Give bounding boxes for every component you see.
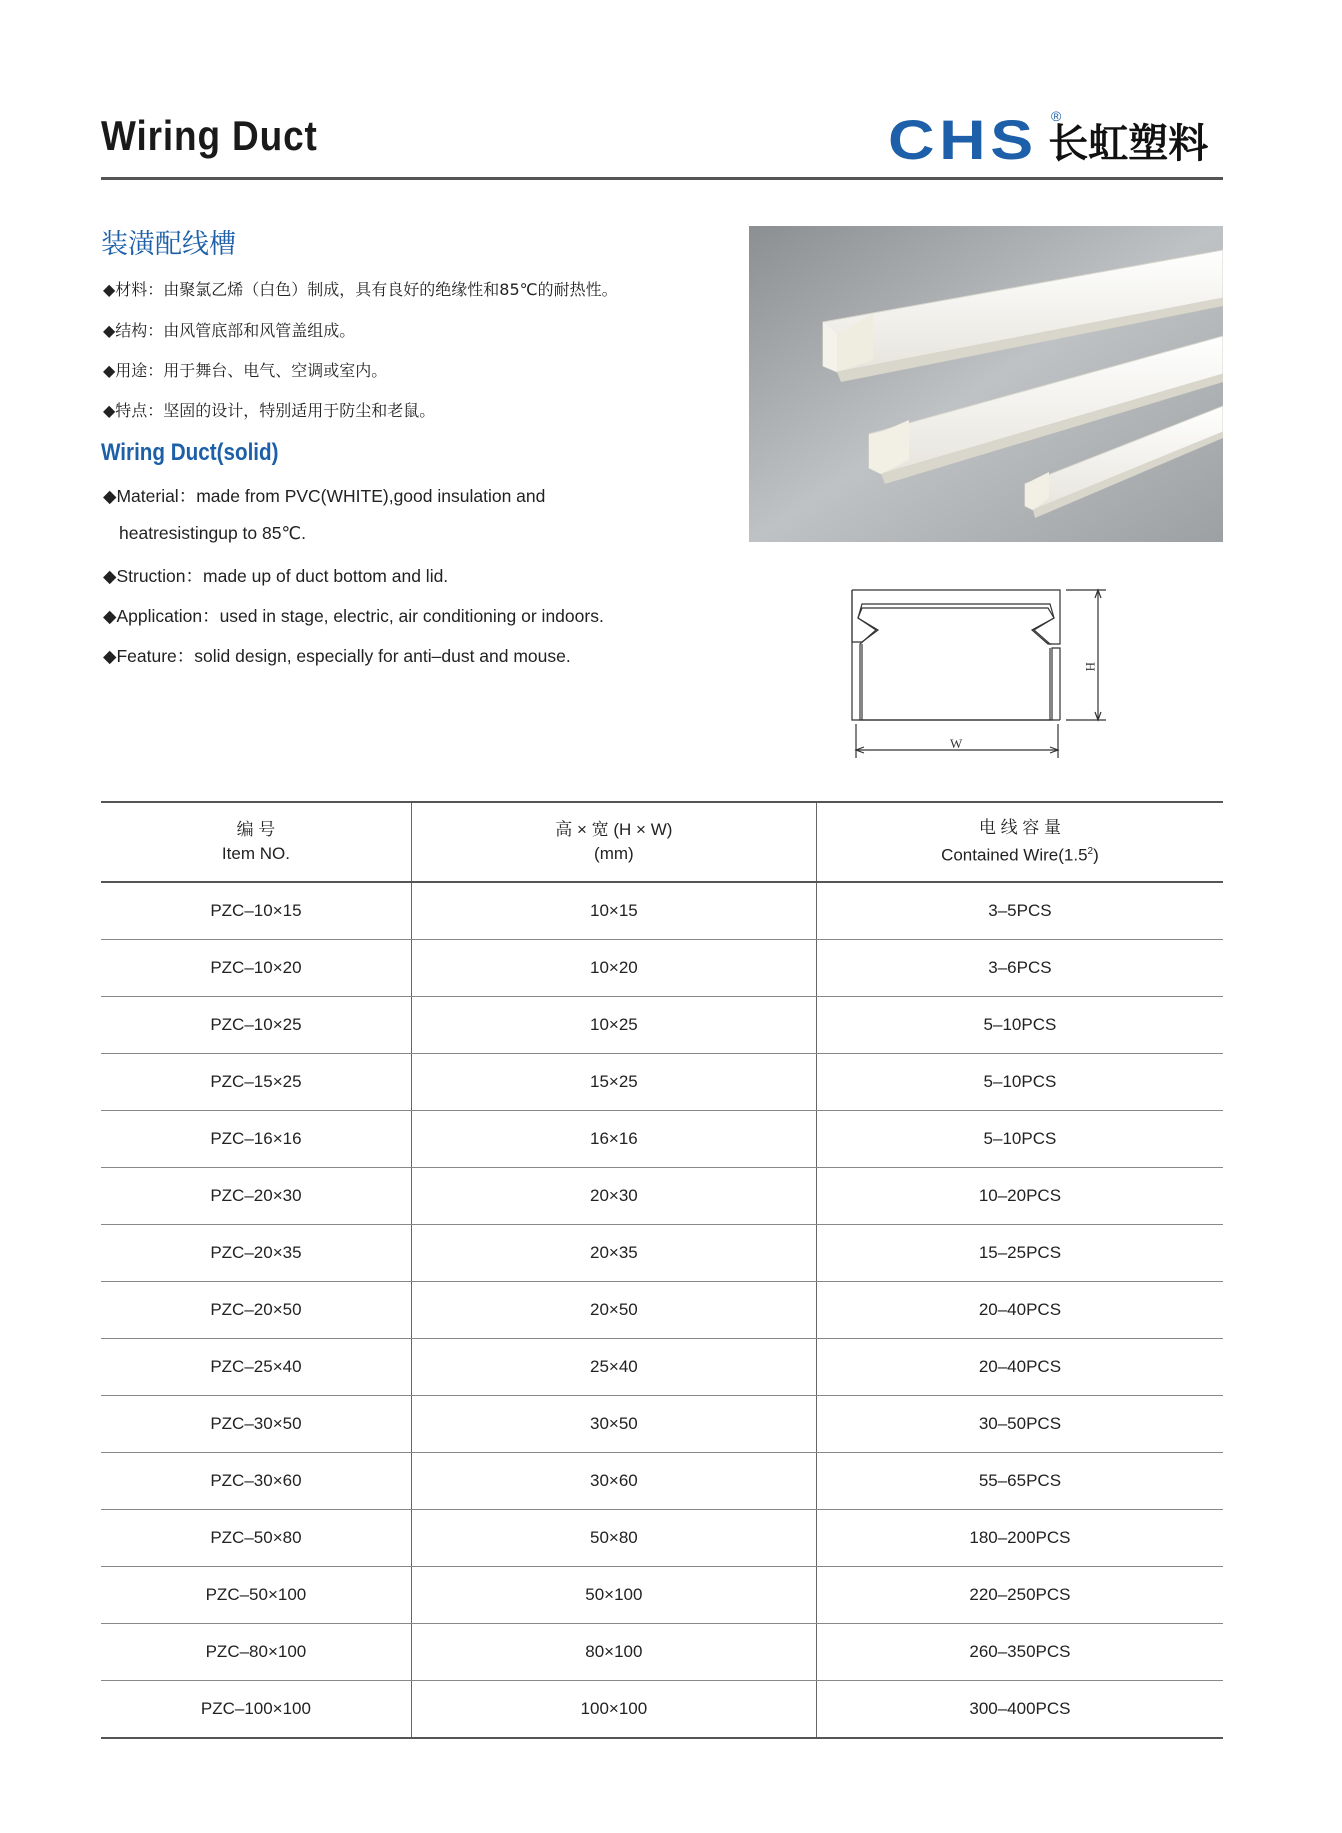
header-item-no (101, 802, 411, 882)
cell-contained-wire: 15–25PCS (816, 1225, 1223, 1282)
cell-dimensions: 20×30 (411, 1168, 816, 1225)
header-item-no-cn: 编 号 (236, 820, 276, 839)
width-label: W (950, 736, 963, 751)
table-row (101, 1396, 1223, 1453)
cell-dimensions: 50×80 (411, 1510, 816, 1567)
cell-dimensions: 20×50 (411, 1282, 816, 1339)
table-row (101, 1624, 1223, 1681)
cell-contained-wire: 3–5PCS (816, 882, 1223, 940)
cell-item-no: PZC–10×20 (101, 940, 411, 997)
cell-dimensions: 100×100 (411, 1681, 816, 1739)
cell-contained-wire: 300–400PCS (816, 1681, 1223, 1739)
table-row (101, 1453, 1223, 1510)
cell-contained-wire: 260–350PCS (816, 1624, 1223, 1681)
cn-bullet-feature: ◆特点：坚固的设计，特别适用于防尘和老鼠。 (103, 401, 436, 420)
cell-dimensions: 20×35 (411, 1225, 816, 1282)
cell-dimensions: 30×60 (411, 1453, 816, 1510)
spec-table (101, 801, 1223, 1739)
page-title: Wiring Duct (101, 112, 318, 159)
cell-item-no: PZC–30×50 (101, 1396, 411, 1453)
cell-dimensions: 25×40 (411, 1339, 816, 1396)
cell-dimensions: 10×20 (411, 940, 816, 997)
cell-item-no: PZC–50×100 (101, 1567, 411, 1624)
cell-dimensions: 50×100 (411, 1567, 816, 1624)
cross-section-diagram (848, 582, 1118, 764)
cell-item-no: PZC–10×25 (101, 997, 411, 1054)
header-dimensions-cn: 高 × 宽 (H × W) (555, 820, 673, 839)
table-row (101, 1168, 1223, 1225)
table-row (101, 1510, 1223, 1567)
table-row (101, 1681, 1223, 1739)
header-rule (101, 177, 1223, 180)
cell-contained-wire: 5–10PCS (816, 1054, 1223, 1111)
cell-item-no: PZC–20×35 (101, 1225, 411, 1282)
logo-latin: CHS (888, 108, 1038, 171)
cn-bullet-material: ◆材料：由聚氯乙烯（白色）制成，具有良好的绝缘性和85℃的耐热性。 (103, 280, 618, 299)
cell-item-no: PZC–30×60 (101, 1453, 411, 1510)
cell-contained-wire: 220–250PCS (816, 1567, 1223, 1624)
cell-contained-wire: 55–65PCS (816, 1453, 1223, 1510)
cn-bullet-structure: ◆结构：由风管底部和风管盖组成。 (103, 321, 356, 340)
cell-contained-wire: 5–10PCS (816, 1111, 1223, 1168)
en-line-struction: ◆Struction：made up of duct bottom and lid. (103, 566, 449, 586)
en-line-feature: ◆Feature：solid design, especially for anti–dust and mouse. (103, 646, 571, 666)
table-row (101, 1225, 1223, 1282)
cell-contained-wire: 10–20PCS (816, 1168, 1223, 1225)
cell-contained-wire: 180–200PCS (816, 1510, 1223, 1567)
table-row (101, 882, 1223, 940)
cell-item-no: PZC–20×50 (101, 1282, 411, 1339)
cell-dimensions: 80×100 (411, 1624, 816, 1681)
cell-dimensions: 16×16 (411, 1111, 816, 1168)
registered-mark: ® (1051, 108, 1062, 124)
cell-dimensions: 30×50 (411, 1396, 816, 1453)
product-photo (749, 226, 1223, 542)
height-label: H (1083, 662, 1098, 672)
header-dimensions-en: (mm) (594, 844, 634, 863)
cell-contained-wire: 3–6PCS (816, 940, 1223, 997)
chs-logo (888, 108, 1209, 171)
cell-contained-wire: 30–50PCS (816, 1396, 1223, 1453)
en-line-material-cont: heatresistingup to 85℃. (119, 523, 306, 543)
header-contained-wire (816, 802, 1223, 882)
table-row (101, 1567, 1223, 1624)
chinese-heading: 装潢配线槽 (101, 229, 236, 260)
table-row (101, 1111, 1223, 1168)
cell-dimensions: 10×15 (411, 882, 816, 940)
cell-dimensions: 10×25 (411, 997, 816, 1054)
cn-bullet-application: ◆用途：用于舞台、电气、空调或室内。 (103, 361, 388, 380)
cell-item-no: PZC–20×30 (101, 1168, 411, 1225)
cell-item-no: PZC–100×100 (101, 1681, 411, 1739)
table-row (101, 940, 1223, 997)
cell-dimensions: 15×25 (411, 1054, 816, 1111)
cell-contained-wire: 5–10PCS (816, 997, 1223, 1054)
table-row (101, 1054, 1223, 1111)
header-dimensions (411, 802, 816, 882)
table-header-row (101, 802, 1223, 882)
cell-contained-wire: 20–40PCS (816, 1282, 1223, 1339)
en-line-material: ◆Material：made from PVC(WHITE),good insulation and (103, 486, 546, 506)
cell-item-no: PZC–25×40 (101, 1339, 411, 1396)
en-line-application: ◆Application：used in stage, electric, air conditioning or indoors. (103, 606, 604, 626)
cell-contained-wire: 20–40PCS (816, 1339, 1223, 1396)
header-item-no-en: Item NO. (221, 844, 290, 863)
logo-chinese: 长虹塑料 (1048, 121, 1209, 167)
header-contained-wire-cn: 电 线 容 量 (978, 818, 1062, 838)
cell-item-no: PZC–16×16 (101, 1111, 411, 1168)
cell-item-no: PZC–10×15 (101, 882, 411, 940)
cell-item-no: PZC–50×80 (101, 1510, 411, 1567)
table-row (101, 1282, 1223, 1339)
header-contained-wire-en: Contained $Wire(1.5^2)$ (941, 845, 1099, 865)
cell-item-no: PZC–80×100 (101, 1624, 411, 1681)
cell-item-no: PZC–15×25 (101, 1054, 411, 1111)
table-row (101, 997, 1223, 1054)
english-heading: Wiring Duct(solid) (101, 439, 279, 466)
table-row (101, 1339, 1223, 1396)
